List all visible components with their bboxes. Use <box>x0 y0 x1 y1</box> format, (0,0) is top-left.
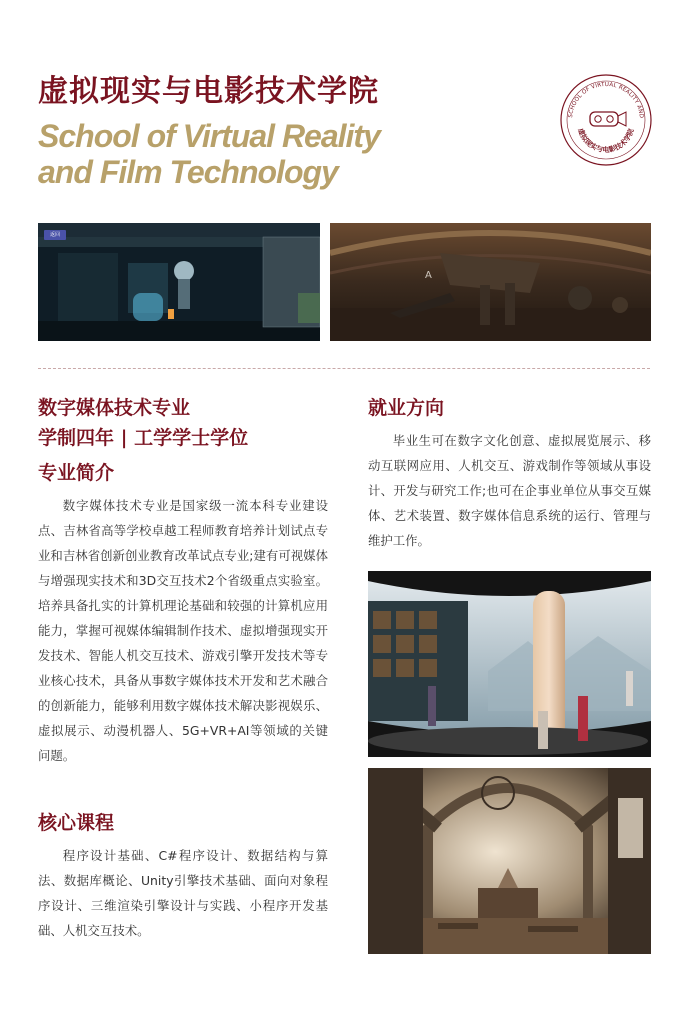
intro-heading: 专业简介 <box>38 462 115 484</box>
english-title-line1: School of Virtual Reality <box>38 118 380 154</box>
career-body: 毕业生可在数字文化创意、虚拟展览展示、移动互联网应用、人机交互、游戏制作等领域从事设计、开发与研究工作;也可在企事业单位从事交互媒体、艺术装置、数字媒体信息系统的运行、管理与维护工作。 <box>368 433 651 548</box>
english-title <box>38 118 380 190</box>
vr-lab-image <box>38 223 320 341</box>
major-name: 数字媒体技术专业 <box>38 397 191 419</box>
school-seal-logo <box>558 72 654 168</box>
english-title-line2: and Film Technology <box>38 154 338 190</box>
screen-back-button: 返回 <box>44 230 66 240</box>
svg-text:虚拟现实与电影技术学院: 虚拟现实与电影技术学院 <box>576 127 636 155</box>
svg-text:A: A <box>425 270 432 281</box>
mech-robot-image <box>330 223 651 341</box>
castle-interior-image <box>368 768 651 954</box>
courses-heading: 核心课程 <box>38 812 115 834</box>
degree-info: 学制四年 | 工学学士学位 <box>38 427 249 449</box>
section-divider <box>38 368 650 369</box>
page-title: 虚拟现实与电影技术学院 <box>38 74 379 109</box>
intro-body: 数字媒体技术专业是国家级一流本科专业建设点、吉林省高等学校卓越工程师教育培养计划试点专业和吉林省创新创业教育改革试点专业;建有可视媒体与增强现实技术和3D交互技术2个省级重点实验室。培养具备扎实的计算机理论基础和较强的计算机应用能力，掌握可视媒体编辑制作技术、虚拟增强现实开发技术、智能人机交互技术、游戏引擎开发技术等专业核心技术，具备从事数字媒体技术开发和艺术融合的创新能力，能够利用数字媒体技术解决影视娱乐、虚拟展示、动漫机器人、5G+VR+AI等领域的关键问题。 <box>38 498 328 763</box>
svg-text:SCHOOL OF VIRTUAL REALITY AND: SCHOOL OF VIRTUAL REALITY AND <box>568 81 645 119</box>
digital-exhibition-image <box>368 571 651 757</box>
courses-body: 程序设计基础、C#程序设计、数据结构与算法、数据库概论、Unity引擎技术基础、面向对象程序设计、三维渲染引擎设计与实践、小程序开发基础、人机交互技术。 <box>38 848 328 938</box>
career-heading: 就业方向 <box>368 397 445 419</box>
